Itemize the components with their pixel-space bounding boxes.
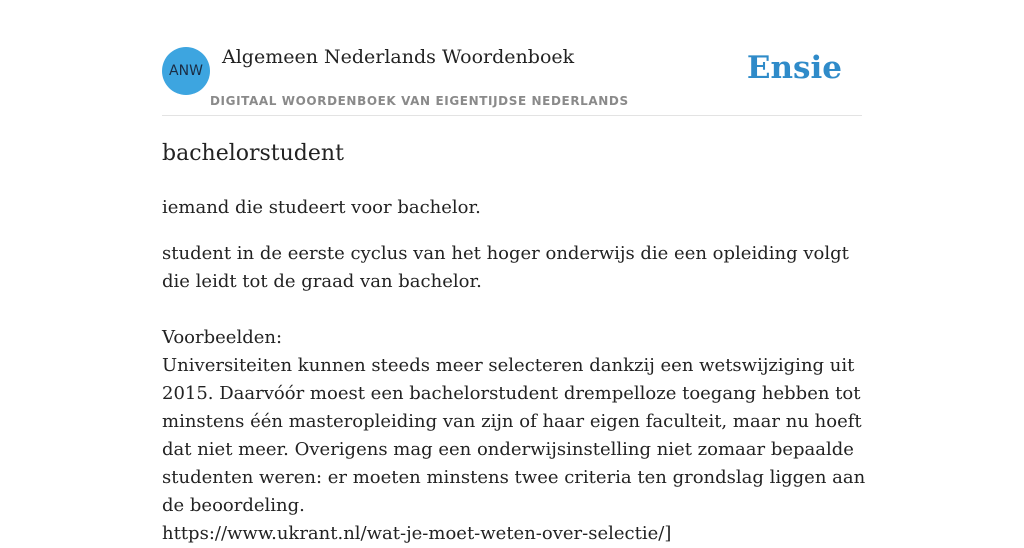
ensie-brand-link[interactable]: Ensie (746, 50, 842, 86)
entry-content (162, 138, 872, 548)
site-title[interactable]: Algemeen Nederlands Woordenboek (222, 46, 575, 68)
definition-1: iemand die studeert voor bachelor. (162, 197, 481, 218)
headword: bachelorstudent (162, 141, 344, 166)
example-source-link[interactable]: https://www.ukrant.nl/wat-je-moet-weten-over-selectie/] (162, 523, 672, 544)
examples-label: Voorbeelden: (162, 327, 283, 348)
anw-logo[interactable]: ANW (162, 47, 210, 95)
example-text: Universiteiten kunnen steeds meer selecteren dankzij een wetswijziging uit 2015. Daarvóór moest een bachelorstudent drempelloze toegang hebben tot minstens één masteropleiding van zijn of haar eigen faculteit, maar nu hoeft dat niet meer. Overigens mag een onderwijsinstelling niet zomaar bepaalde studenten weren: er moeten minstens twee criteria ten grondslag liggen aan de beoordeling. (162, 355, 866, 516)
site-subtitle: DIGITAAL WOORDENBOEK VAN EIGENTIJDSE NEDERLANDS (210, 94, 629, 108)
definition-2: student in de eerste cyclus van het hoger onderwijs die een opleiding volgt die leidt tot de graad van bachelor. (162, 243, 849, 292)
site-header (162, 40, 862, 116)
